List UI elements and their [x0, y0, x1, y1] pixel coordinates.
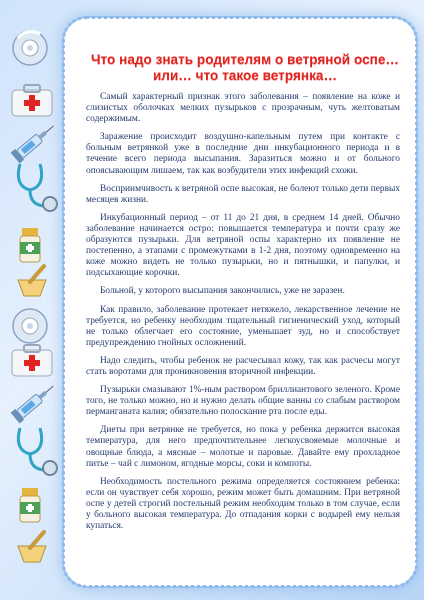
- stethoscope-icon: [0, 156, 78, 216]
- medicine-bottle-icon: [0, 224, 78, 264]
- stethoscope-icon: [0, 420, 78, 480]
- paragraph: Диеты при ветрянке не требуется, но пока у ребенка держится высокая температура, для него предпочтительнее легкоусвояемые молочные и овощные блюда, а мясные – молотые и паровые. Давайте ему прохладное питье – чай с лимоном, ягодные морсы, соки и компоты.: [86, 425, 400, 469]
- paragraph: Как правило, заболевание протекает нетяжело, лекарственное лечение не требуется, но ребенку необходим тщательный гигиенический уход, который не только облегчает его состояние, уменьшает зуд, но и способствует предупреждению гнойных осложнений.: [86, 304, 400, 348]
- mortar-pestle-icon: [0, 262, 78, 302]
- medicine-bottle-icon: [0, 484, 78, 524]
- paragraph: Больной, у которого высыпания закончились, уже не заразен.: [100, 286, 345, 297]
- first-aid-kit-icon: [0, 80, 78, 120]
- mortar-pestle-icon: [0, 528, 78, 568]
- decorative-sidebar: [0, 0, 78, 600]
- article-body: [86, 92, 400, 539]
- paragraph: Самый характерный признак этого заболевания – появление на коже и слизистых оболочках мелких пузырьков с прозрачным, чуть желтоватым содержимым.: [86, 92, 400, 125]
- paragraph: Пузырьки смазывают 1%-ным раствором бриллиантового зеленого. Кроме того, не только можно, но и нужно делать общие ванны со слабым раствором перманганата калия; обязательно полоскание рта после еды.: [86, 385, 400, 418]
- first-aid-kit-icon: [0, 340, 78, 380]
- paragraph: Необходимость постельного режима определяется состоянием ребенка: если он чувствует себя хорошо, режим может быть домашним. При ветряной оспе у детей строгий постельный режим необходим только в том случае, если у больного высокая температура. До отпадания корки с водырей ему нельзя купаться.: [86, 476, 400, 532]
- paragraph: Надо следить, чтобы ребенок не расчесывал кожу, так как расчесы могут стать воротами для проникновения вторичной инфекции.: [86, 355, 400, 377]
- paragraph: Заражение происходит воздушно-капельным путем при контакте с больным ветрянкой уже в последние дни инкубационного периода и в течение всего периода высыпания. Заразиться можно и от больного опоясывающим лишаем, так как возбудители этих инфекций схожи.: [86, 132, 400, 176]
- paragraph: Восприимчивость к ветряной оспе высокая, не болеют только дети первых месяцев жизни.: [86, 183, 400, 205]
- paragraph: Инкубационный период – от 11 до 21 дня, в среднем 14 дней. Обычно заболевание начинается остро: повышается температура и почти сразу же образуются пузырьки. Для ветряной оспы характерно их появление не постепенно, а этапами с промежутками в 1-2 дня, поэтому одновременно на коже можно видеть не только пузырьки, но и пятнышки, и папулки, и подсыхающие корочки.: [86, 212, 400, 279]
- syringe-icon: [0, 384, 78, 424]
- cd-disc-icon: [0, 28, 78, 68]
- page-title: Что надо знать родителям о ветряной оспе… или… что такое ветрянка…: [91, 52, 399, 83]
